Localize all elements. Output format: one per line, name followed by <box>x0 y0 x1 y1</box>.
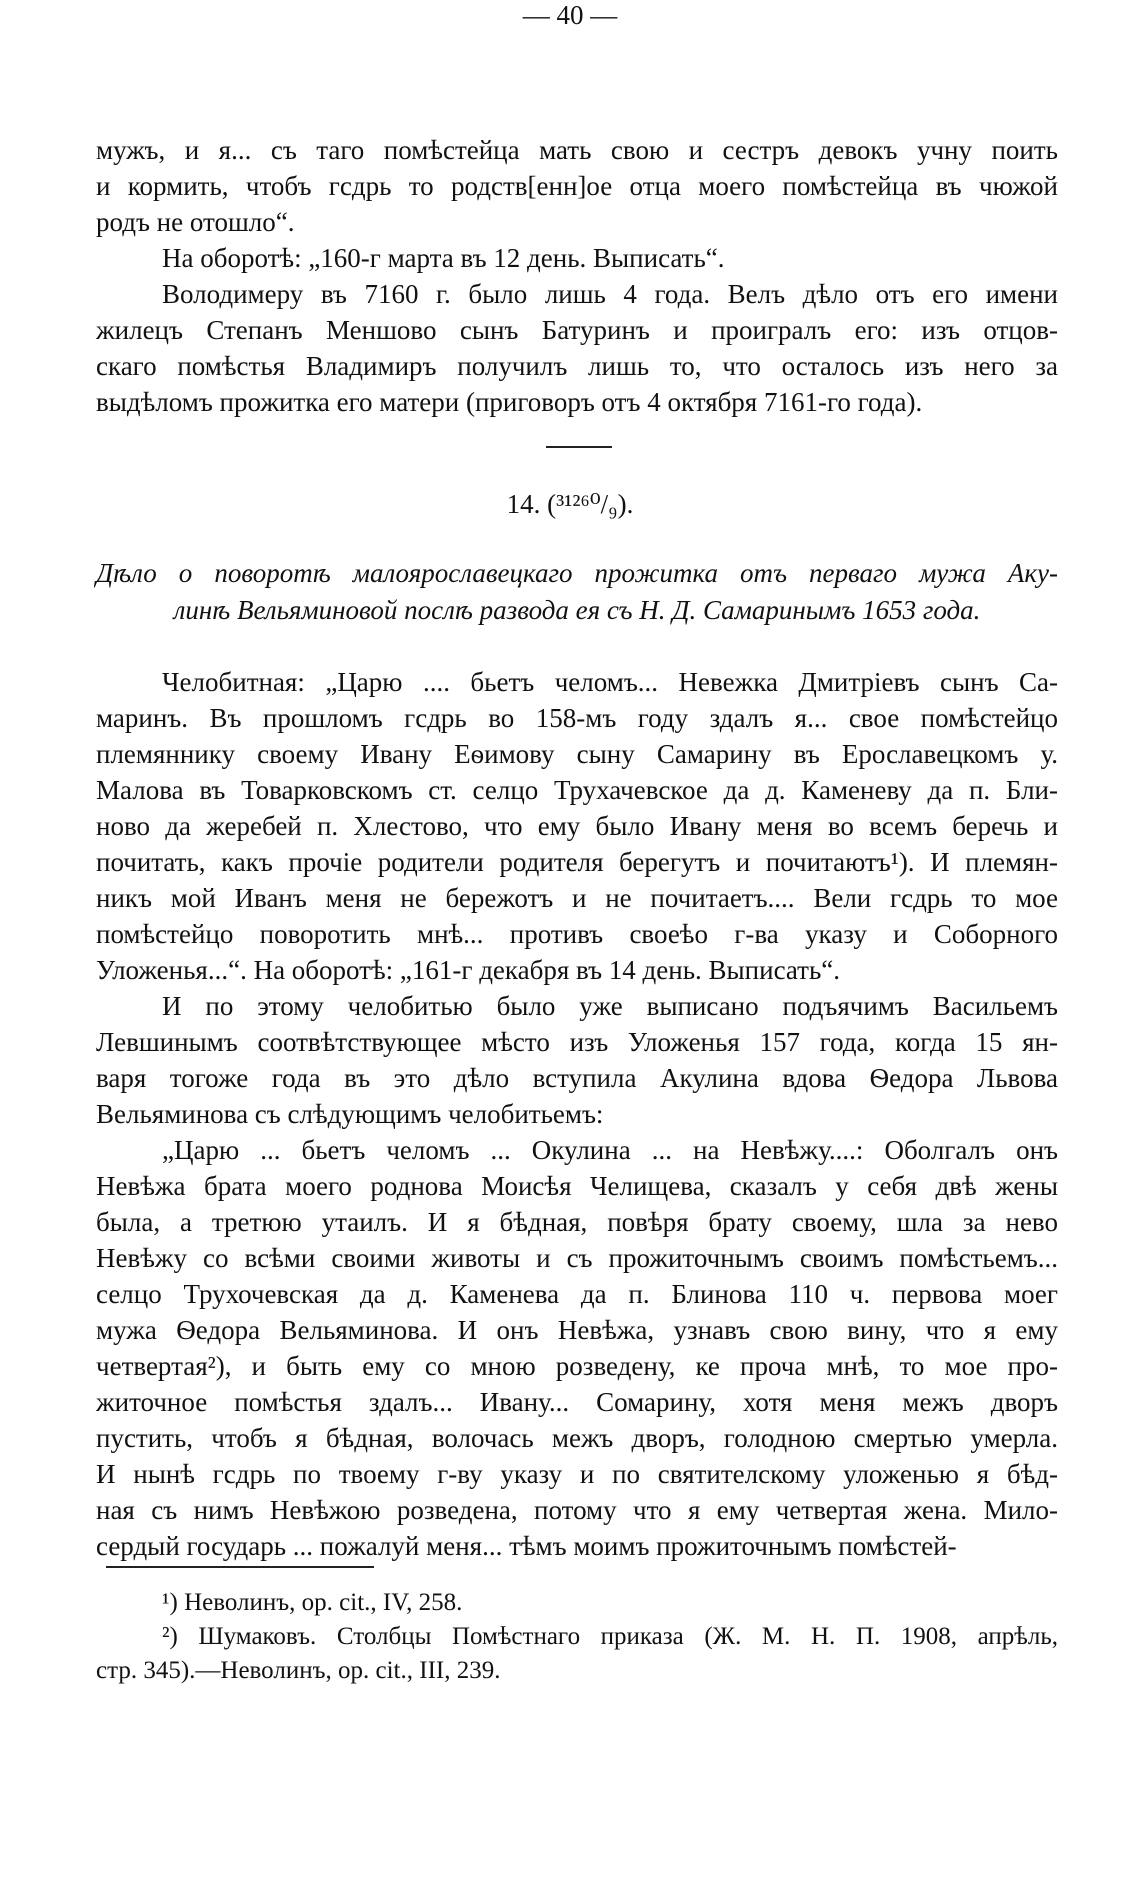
section-divider <box>546 446 612 448</box>
text-line: Челобитная: „Царю .... бьетъ челомъ... Невежка Дмитрieвъ сынъ Са- <box>162 667 1058 697</box>
body-text <box>96 664 1058 1564</box>
text-line: И по этому челобитью было уже выписано подъячимъ Васильемъ <box>162 991 1058 1021</box>
section-title <box>96 555 1058 629</box>
text-line: никъ мой Иванъ меня не бережотъ и не почитаетъ.... Вели гсдрь то мое <box>96 883 1058 913</box>
footnote <box>96 1620 1058 1688</box>
text-line: И нынѣ гсдрь по твоему г-ву указу и по святителскому уложенью я бѣд- <box>96 1459 1058 1489</box>
top-text <box>96 132 1058 420</box>
text-line: выдѣломъ прожитка его матери (приговоръ отъ 4 октября 7161-го года). <box>96 387 923 417</box>
text-line: Невѣжа брата моего роднова Моисѣя Челищева, сказалъ у себя двѣ жены <box>96 1171 1058 1201</box>
text-line: житочное помѣстья здалъ... Ивану... Сомарину, хотя меня межъ дворъ <box>96 1387 1058 1417</box>
title-line: линѣ Вельяминовой послѣ развода ея съ Н. Д. Самаринымъ 1653 года. <box>173 595 981 625</box>
text-line: почитать, какъ прочie родители родителя берегутъ и почитаютъ¹). И племян- <box>96 847 1058 877</box>
footnote <box>96 1586 1058 1620</box>
text-line: и кормить, чтобъ гсдрь то родств[енн]ое отца моего помѣстейца въ чюжой <box>96 171 1058 201</box>
text-line: помѣстейцо поворотить мнѣ... противъ своеѣо г-ва указу и Соборного <box>96 919 1058 949</box>
text-line: Уложенья...“. На оборотѣ: „161-г декабря въ 14 день. Выписать“. <box>96 955 841 985</box>
footnotes <box>96 1586 1058 1688</box>
title-line: Дѣло о поворотѣ малоярославецкаго прожитка отъ перваго мужа Аку- <box>96 558 1058 588</box>
text-line: ново да жеребей п. Хлестово, что ему было Ивану меня во всемъ беречь и <box>96 811 1058 841</box>
text-line: родъ не отошло“. <box>96 207 295 237</box>
text-line: племяннику своему Ивану Еѳимову сыну Самарину въ Ерославецкомъ у. <box>96 739 1058 769</box>
text-line: варя тогоже года въ это дѣло вступила Акулина вдова Ѳедора Львова <box>96 1063 1058 1093</box>
text-line: ¹) Неволинъ, op. cit., IV, 258. <box>162 1589 463 1616</box>
text-line: четвертая²), и быть ему со мною розведену, ке проча мнѣ, то мое про- <box>96 1351 1058 1381</box>
paragraph <box>96 1132 1058 1564</box>
text-line: Левшинымъ соотвѣтствующее мѣсто изъ Уложенья 157 года, когда 15 ян- <box>96 1027 1058 1057</box>
text-line: сердый государь ... пожалуй меня... тѣмъ моимъ прожиточнымъ помѣстей- <box>96 1531 957 1561</box>
text-line: ная съ нимъ Невѣжою розведена, потому что я ему четвертая жена. Мило- <box>96 1495 1058 1525</box>
text-line: пустить, чтобъ я бѣдная, волочась межъ дворъ, голодною смертью умерла. <box>96 1423 1058 1453</box>
page-number: — 40 — <box>522 0 618 30</box>
text-line: селцо Трухочевская да д. Каменева да п. Блинова 110 ч. первова моег <box>96 1279 1058 1309</box>
text-line: ²) Шумаковъ. Столбцы Помѣстнаго приказа (Ж. М. Н. П. 1908, апрѣль, <box>162 1623 1058 1650</box>
text-line: Невѣжу со всѣми своими животы и съ прожиточнымъ своимъ помѣстьемъ... <box>96 1243 1058 1273</box>
text-line: На оборотѣ: „160-г марта въ 12 день. Выписать“. <box>162 243 725 273</box>
paragraph <box>96 276 1058 420</box>
paragraph <box>96 664 1058 988</box>
text-line: Малова въ Товарковскомъ ст. селцо Трухачевское да д. Каменеву да п. Бли- <box>96 775 1058 805</box>
text-line: стр. 345).—Неволинъ, op. cit., III, 239. <box>96 1657 501 1684</box>
text-line: была, а третюю утаилъ. И я бѣдная, повѣря брату своему, шла за нево <box>96 1207 1058 1237</box>
paragraph <box>96 240 1058 276</box>
text-line: Володимеру въ 7160 г. было лишь 4 года. Велъ дѣло отъ его имени <box>162 279 1058 309</box>
text-line: маринъ. Въ прошломъ гсдрь во 158-мъ году здалъ я... свое помѣстейцо <box>96 703 1058 733</box>
footnote-rule <box>106 1566 374 1568</box>
text-line: жилецъ Степанъ Меншово сынъ Батуринъ и проигралъ его: изъ отцов- <box>96 315 1058 345</box>
text-line: мужа Ѳедора Вельяминова. И онъ Невѣжа, узнавъ свою вину, что я ему <box>96 1315 1058 1345</box>
text-line: „Царю ... бьетъ челомъ ... Окулина ... на Невѣжу....: Оболгалъ онъ <box>162 1135 1058 1165</box>
section-number: 14. (³¹²⁶⁰/₉). <box>506 489 634 519</box>
paragraph <box>96 988 1058 1132</box>
text-line: скаго помѣстья Владимиръ получилъ лишь то, что осталось изъ него за <box>96 351 1058 381</box>
text-line: Вельяминова съ слѣдующимъ челобитьемъ: <box>96 1099 604 1129</box>
text-line: мужъ, и я... съ таго помѣстейца мать свою и сестръ девокъ учну поить <box>96 135 1058 165</box>
paragraph <box>96 132 1058 240</box>
